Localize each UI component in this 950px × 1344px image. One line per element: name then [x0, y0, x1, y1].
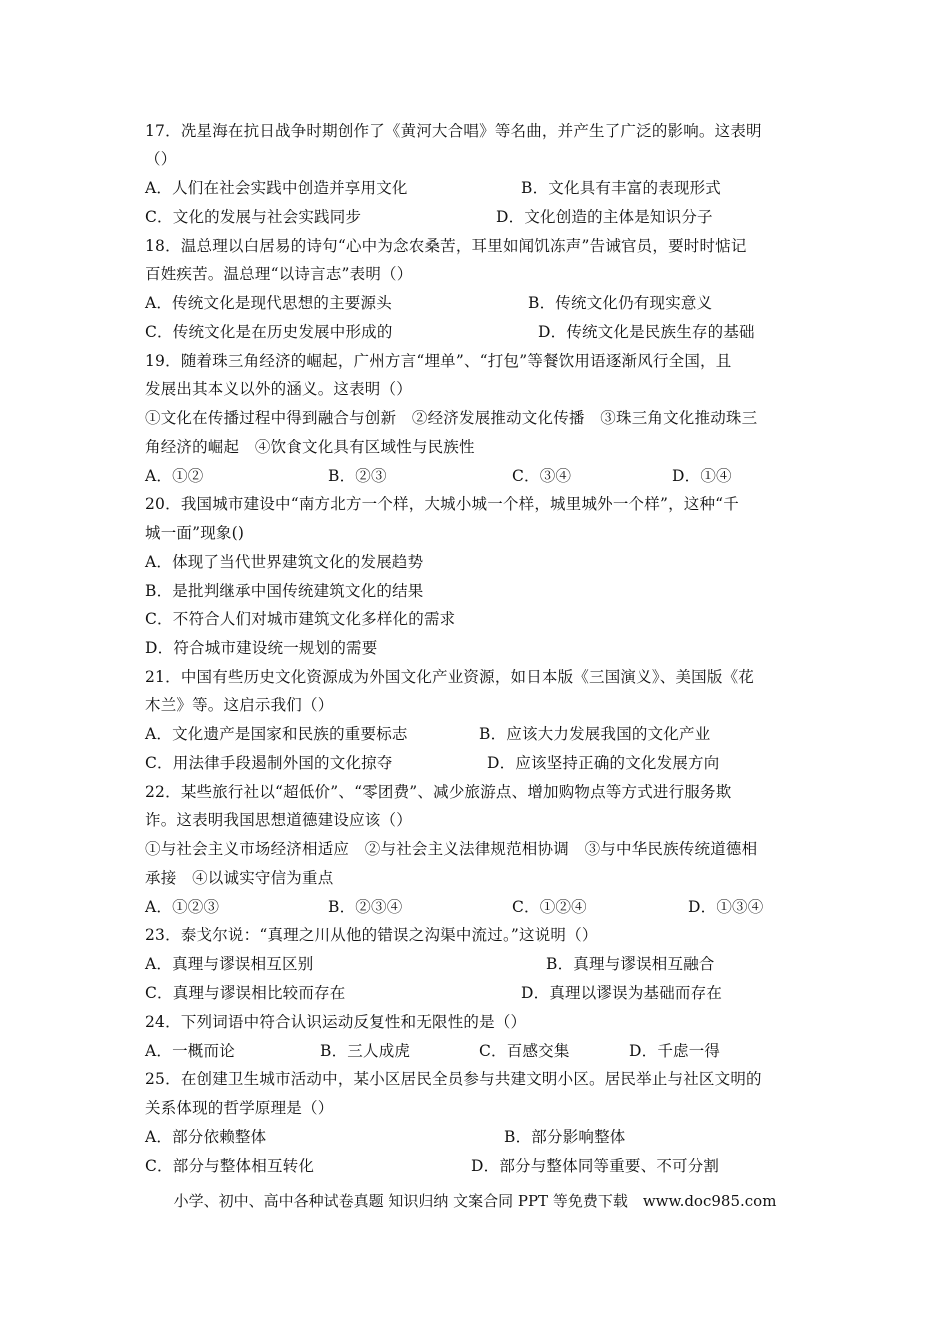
q18-option-c: C．传统文化是在历史发展中形成的 [145, 323, 393, 341]
question-22-line-3: ①与社会主义市场经济相适应 ②与社会主义法律规范相协调 ③与中华民族传统道德相 [145, 840, 758, 858]
question-21-line-1: 21．中国有些历史文化资源成为外国文化产业资源，如日本版《三国演义》、美国版《花 [145, 668, 754, 686]
q23-option-c: C．真理与谬误相比较而存在 [145, 984, 346, 1002]
q25-option-a: A．部分依赖整体 [145, 1128, 267, 1146]
q21-option-a: A．文化遗产是国家和民族的重要标志 [145, 725, 408, 743]
q23-option-a: A．真理与谬误相互区别 [145, 955, 314, 973]
q20-option-c: C．不符合人们对城市建筑文化多样化的需求 [145, 610, 456, 628]
q23-option-d: D．真理以谬误为基础而存在 [521, 984, 723, 1002]
q25-option-b: B．部分影响整体 [504, 1128, 626, 1146]
q25-option-c: C．部分与整体相互转化 [145, 1157, 315, 1175]
q19-option-c: C．③④ [512, 467, 572, 485]
q24-option-a: A．一概而论 [145, 1042, 235, 1060]
question-23-line-1: 23．泰戈尔说：“真理之川从他的错误之沟渠中流过。”这说明（） [145, 926, 598, 944]
question-22-line-1: 22．某些旅行社以“超低价”、“零团费”、减少旅游点、增加购物点等方式进行服务欺 [145, 783, 732, 801]
question-20-line-2: 城一面”现象() [145, 524, 245, 542]
q22-option-d: D．①③④ [688, 898, 764, 916]
q19-option-d: D．①④ [672, 467, 732, 485]
q25-option-d: D．部分与整体同等重要、不可分割 [471, 1157, 720, 1175]
q17-option-a: A．人们在社会实践中创造并享用文化 [145, 179, 408, 197]
q22-option-b: B．②③④ [328, 898, 403, 916]
q17-option-c: C．文化的发展与社会实践同步 [145, 208, 362, 226]
q20-option-b: B．是批判继承中国传统建筑文化的结果 [145, 582, 424, 600]
question-17-line-2: （） [145, 150, 177, 168]
q18-option-b: B．传统文化仍有现实意义 [528, 294, 713, 312]
q24-option-c: C．百感交集 [479, 1042, 570, 1060]
question-24-line-1: 24．下列词语中符合认识运动反复性和无限性的是（） [145, 1013, 527, 1031]
page-footer: 小学、初中、高中各种试卷真题 知识归纳 文案合同 PPT 等免费下载 www.doc985.com [173, 1192, 777, 1210]
q24-option-d: D．千虑一得 [629, 1042, 721, 1060]
q24-option-b: B．三人成虎 [320, 1042, 411, 1060]
q18-option-d: D．传统文化是民族生存的基础 [538, 323, 755, 341]
q19-option-b: B．②③ [328, 467, 387, 485]
question-18-line-2: 百姓疾苦。温总理“以诗言志”表明（） [145, 265, 413, 283]
q22-option-c: C．①②④ [512, 898, 587, 916]
question-17-line-1: 17．冼星海在抗日战争时期创作了《黄河大合唱》等名曲，并产生了广泛的影响。这表明 [145, 122, 762, 140]
question-25-line-1: 25．在创建卫生城市活动中，某小区居民全员参与共建文明小区。居民举止与社区文明的 [145, 1070, 762, 1088]
question-19-line-2: 发展出其本义以外的涵义。这表明（） [145, 380, 412, 398]
q18-option-a: A．传统文化是现代思想的主要源头 [145, 294, 392, 312]
q23-option-b: B．真理与谬误相互融合 [546, 955, 715, 973]
q21-option-b: B．应该大力发展我国的文化产业 [479, 725, 711, 743]
question-22-line-4: 承接 ④以诚实守信为重点 [145, 869, 334, 887]
question-21-line-2: 木兰》等。这启示我们（） [145, 696, 334, 714]
q21-option-c: C．用法律手段遏制外国的文化掠夺 [145, 754, 393, 772]
q22-option-a: A．①②③ [145, 898, 220, 916]
q20-option-a: A．体现了当代世界建筑文化的发展趋势 [145, 553, 424, 571]
q19-option-a: A．①② [145, 467, 204, 485]
q20-option-d: D．符合城市建设统一规划的需要 [145, 639, 378, 657]
question-20-line-1: 20．我国城市建设中“南方北方一个样，大城小城一个样，城里城外一个样”，这种“千 [145, 495, 739, 513]
q17-option-b: B．文化具有丰富的表现形式 [521, 179, 721, 197]
question-25-line-2: 关系体现的哲学原理是（） [145, 1099, 334, 1117]
q17-option-d: D．文化创造的主体是知识分子 [496, 208, 713, 226]
question-19-line-1: 19．随着珠三角经济的崛起，广州方言“埋单”、“打包”等餐饮用语逐渐风行全国，且 [145, 352, 732, 370]
q21-option-d: D．应该坚持正确的文化发展方向 [487, 754, 720, 772]
question-19-line-4: 角经济的崛起 ④饮食文化具有区域性与民族性 [145, 438, 475, 456]
question-22-line-2: 诈。这表明我国思想道德建设应该（） [145, 811, 412, 829]
question-19-line-3: ①文化在传播过程中得到融合与创新 ②经济发展推动文化传播 ③珠三角文化推动珠三 [145, 409, 758, 427]
question-18-line-1: 18．温总理以白居易的诗句“心中为念农桑苦，耳里如闻饥冻声”告诫官员，要时时惦记 [145, 237, 747, 255]
